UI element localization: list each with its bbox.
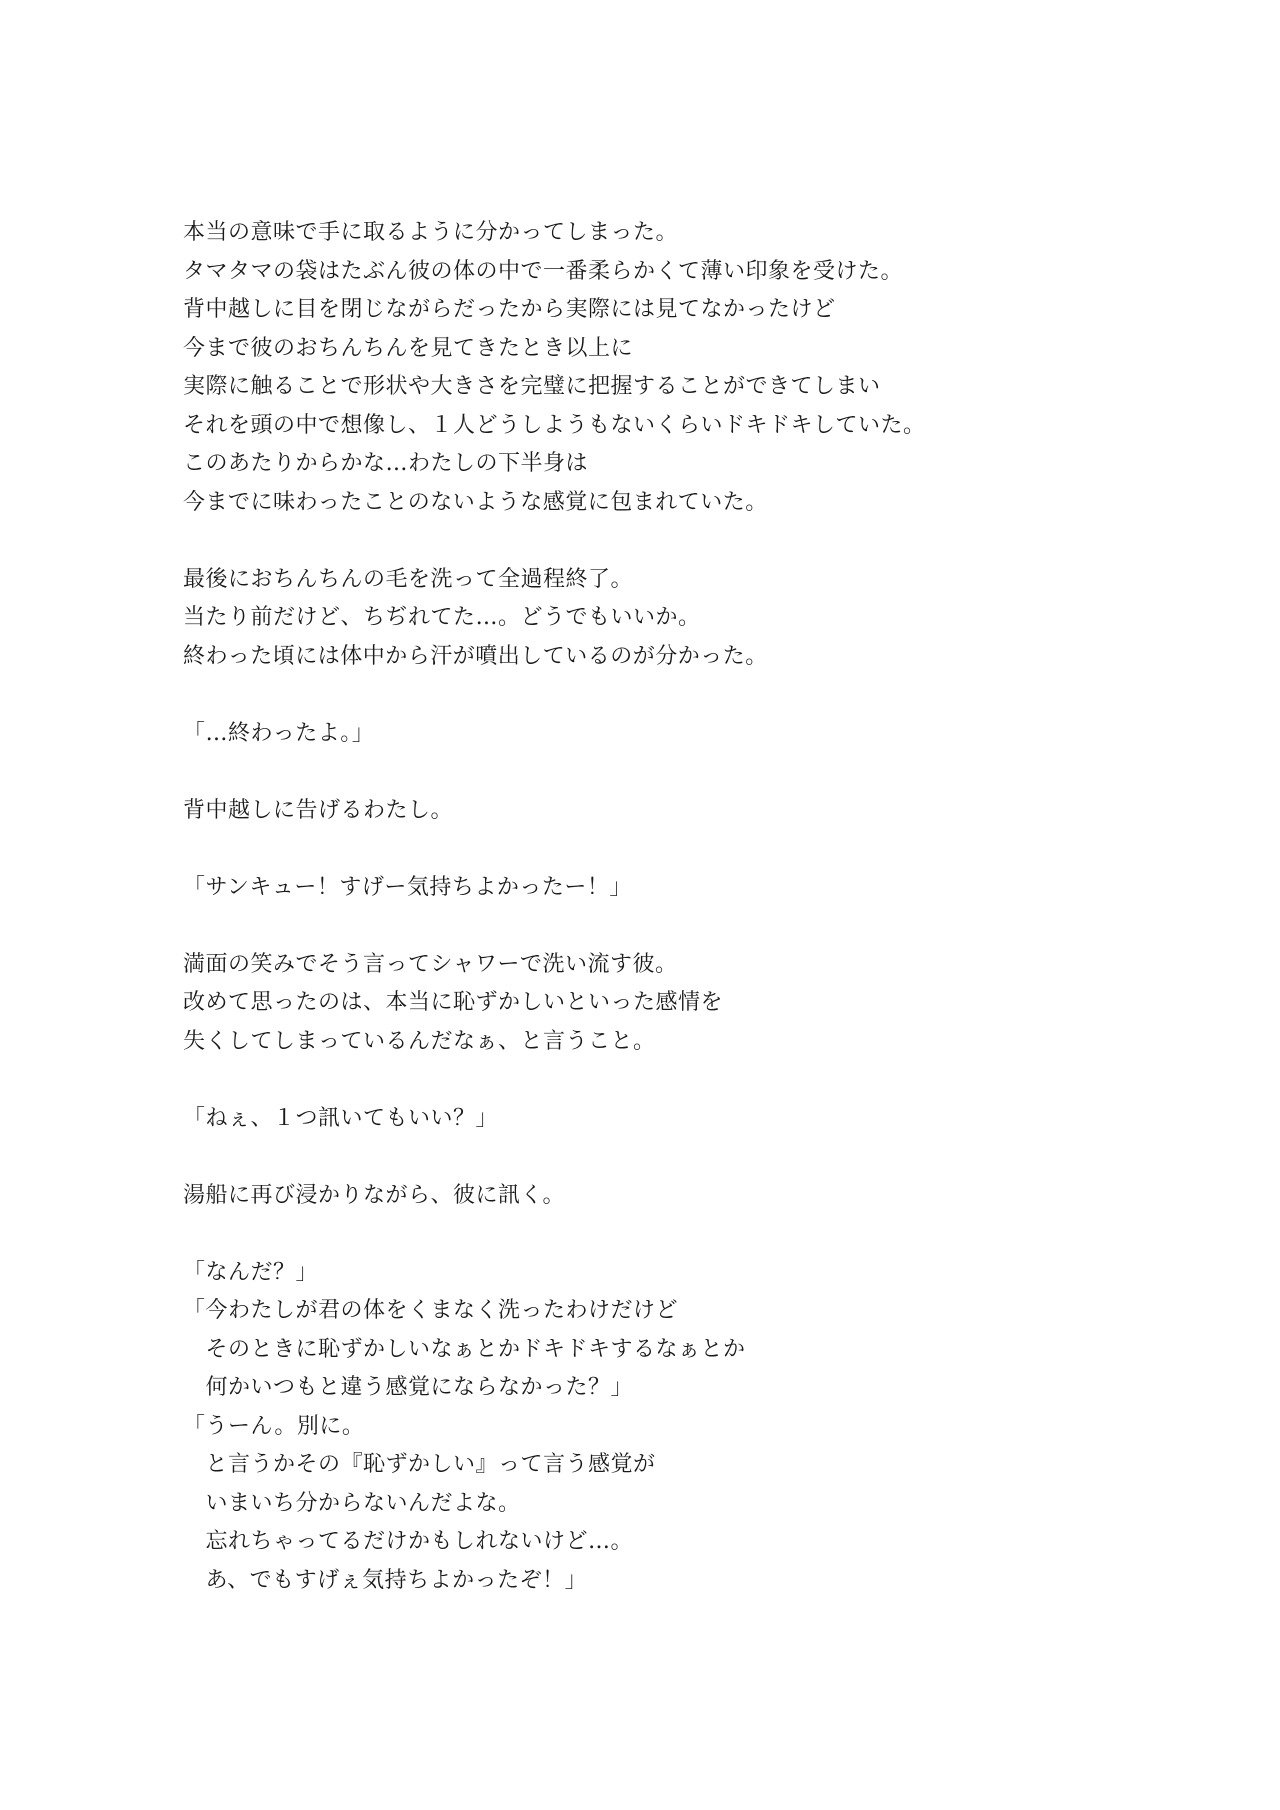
- text-line: タマタマの袋はたぶん彼の体の中で一番柔らかくて薄い印象を受けた。: [183, 258, 904, 284]
- text-line: あ、でもすげぇ気持ちよかったぞ！」: [183, 1567, 588, 1593]
- text-line: 「今わたしが君の体をくまなく洗ったわけだけど: [183, 1298, 679, 1323]
- body-text: [183, 214, 1183, 1600]
- text-line: 「なんだ？」: [183, 1259, 319, 1285]
- text-line: 満面の笑みでそう言ってシャワーで洗い流す彼。: [183, 951, 678, 977]
- text-line: 「…終わったよ。」: [183, 720, 375, 746]
- text-line: [183, 907, 1183, 946]
- text-line: 「うーん。別に。: [183, 1413, 365, 1439]
- text-line: 何かいつもと違う感覚にならなかった？」: [183, 1375, 634, 1400]
- text-line: 終わった頃には体中から汗が噴出しているのが分かった。: [183, 643, 768, 669]
- text-line: 改めて思ったのは、本当に恥ずかしいといった感情を: [183, 990, 724, 1015]
- text-line: いまいち分からないんだよな。: [183, 1490, 521, 1516]
- text-line: 湯船に再び浸かりながら、彼に訊く。: [183, 1182, 566, 1208]
- text-line: 失くしてしまっているんだなぁ、と言うこと。: [183, 1028, 656, 1054]
- text-line: そのときに恥ずかしいなぁとかドキドキするなぁとか: [183, 1336, 746, 1362]
- text-line: [183, 1215, 1183, 1254]
- text-line: [183, 753, 1183, 792]
- text-line: 実際に触ることで形状や大きさを完璧に把握することができてしまい: [183, 374, 881, 399]
- text-line: 今まで彼のおちんちんを見てきたとき以上に: [183, 335, 634, 361]
- text-line: と言うかその『恥ずかしい』って言う感覚が: [183, 1452, 656, 1477]
- text-line: 「サンキュー！すげー気持ちよかったー！」: [183, 874, 632, 900]
- text-line: 本当の意味で手に取るように分かってしまった。: [183, 220, 679, 245]
- text-line: [183, 676, 1183, 715]
- text-line: 背中越しに告げるわたし。: [183, 797, 454, 823]
- text-line: 「ねぇ、１つ訊いてもいい？」: [183, 1105, 499, 1131]
- text-line: それを頭の中で想像し、１人どうしようもないくらいドキドキしていた。: [183, 412, 926, 438]
- text-line: 最後におちんちんの毛を洗って全過程終了。: [183, 566, 634, 592]
- text-line: [183, 1138, 1183, 1177]
- text-line: [183, 1061, 1183, 1100]
- text-line: 当たり前だけど、ちぢれてた…。どうでもいいか。: [183, 605, 701, 630]
- text-line: 背中越しに目を閉じながらだったから実際には見てなかったけど: [183, 297, 836, 322]
- text-line: 忘れちゃってるだけかもしれないけど…。: [183, 1529, 634, 1554]
- text-line: [183, 522, 1183, 561]
- text-line: [183, 830, 1183, 869]
- text-line: 今までに味わったことのないような感覚に包まれていた。: [183, 489, 768, 515]
- text-line: このあたりからかな…わたしの下半身は: [183, 451, 589, 476]
